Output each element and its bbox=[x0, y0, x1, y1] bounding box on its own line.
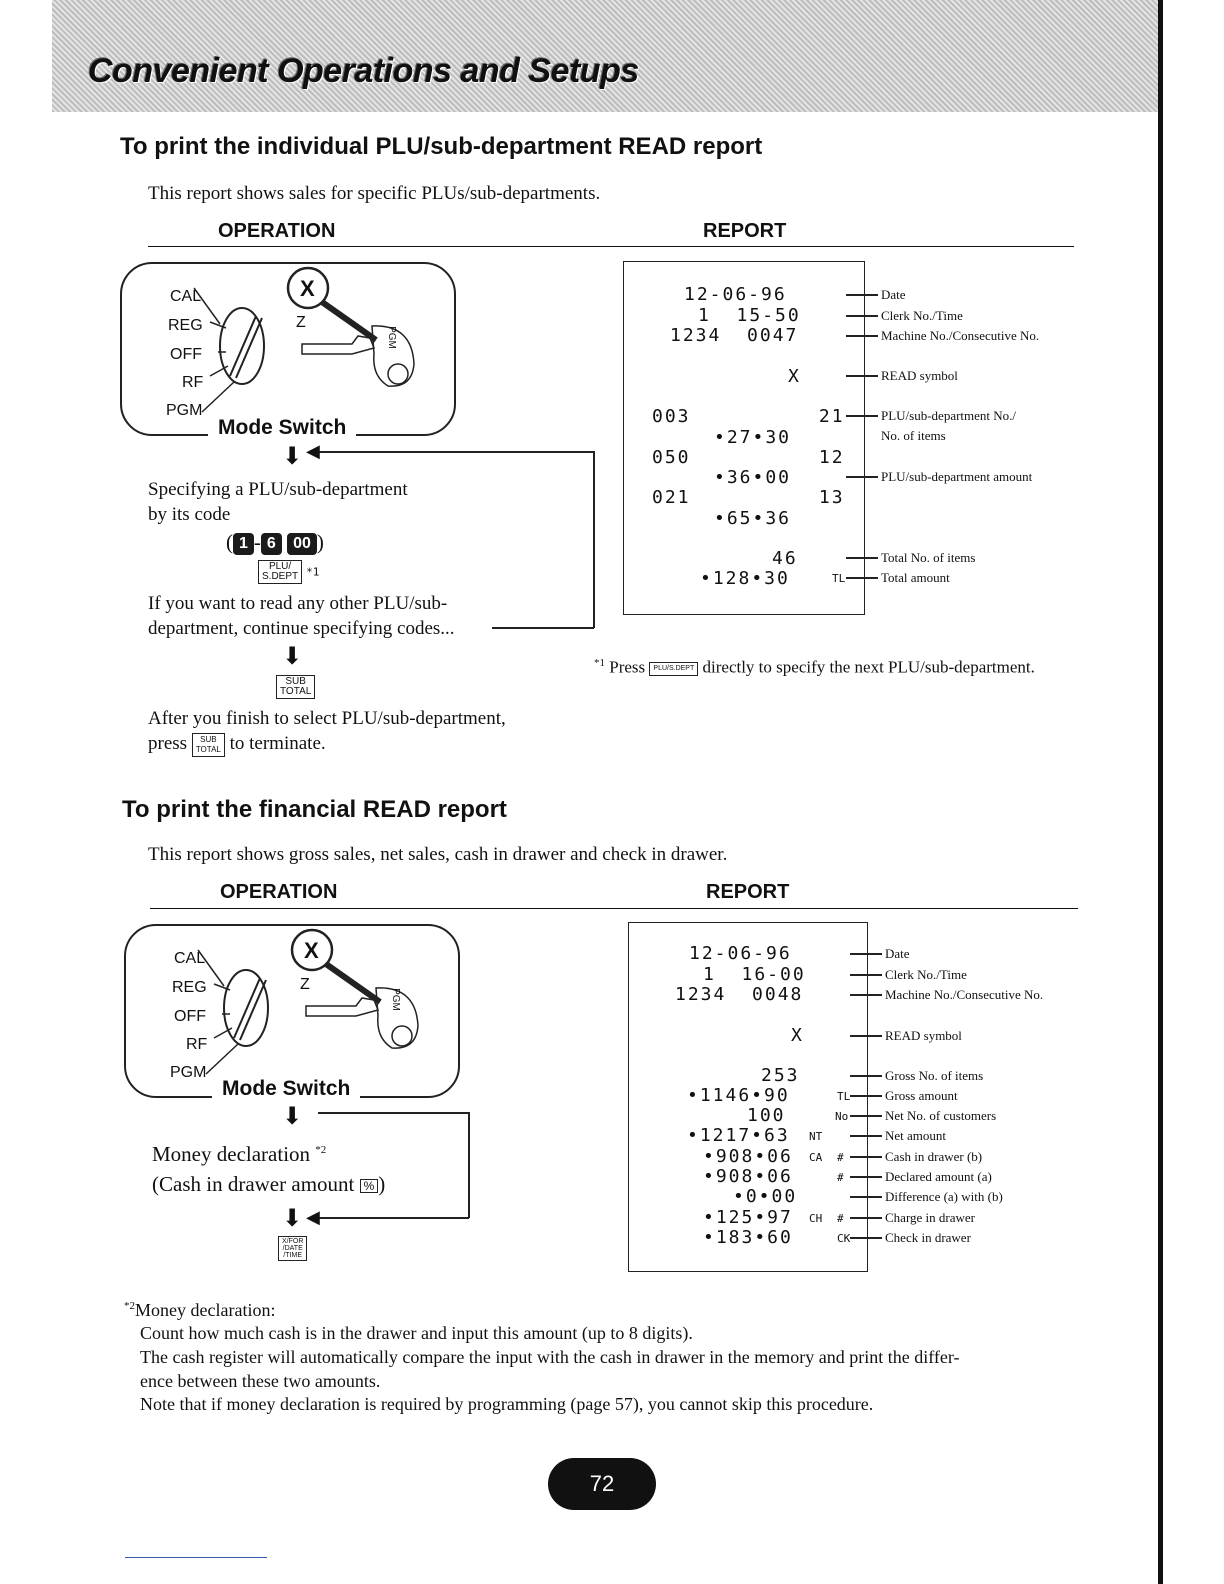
mode-x-label: X bbox=[300, 276, 315, 301]
down-arrow-icon: ⬇ bbox=[282, 642, 303, 670]
receipt-line: 050 12 bbox=[652, 447, 845, 468]
annotation-leader bbox=[850, 953, 882, 955]
annotation: Declared amount (a) bbox=[885, 1169, 992, 1184]
mode-switch-title: Mode Switch bbox=[208, 416, 356, 440]
receipt-line: 1 15-50 bbox=[698, 305, 801, 326]
annotation: Machine No./Consecutive No. bbox=[881, 328, 1040, 343]
page-number: 72 bbox=[548, 1458, 656, 1510]
repeat-line2: department, continue specifying codes... bbox=[148, 618, 455, 639]
key-6: 6 bbox=[261, 533, 282, 555]
section1-header-rule bbox=[148, 246, 1074, 247]
left-arrow-icon: ◀ bbox=[306, 441, 320, 462]
annotation-leader bbox=[850, 1196, 882, 1198]
down-arrow-icon: ⬇ bbox=[282, 1204, 303, 1232]
loop-line-top bbox=[318, 1112, 469, 1114]
receipt-line: •27•30 bbox=[714, 427, 792, 448]
receipt-line: 12-06-96 bbox=[684, 284, 787, 305]
annotation: READ symbol bbox=[885, 1028, 962, 1043]
receipt-marker: TL bbox=[837, 1090, 851, 1103]
key-1: 1 bbox=[233, 533, 254, 555]
banner-title: Convenient Operations and Setups bbox=[88, 52, 639, 90]
receipt-line: •908•06 bbox=[703, 1146, 793, 1167]
down-arrow-icon: ⬇ bbox=[282, 1102, 303, 1130]
annotation-leader bbox=[850, 1095, 882, 1097]
specify-line2: by its code bbox=[148, 504, 231, 525]
loop-line-bottom bbox=[318, 1217, 469, 1219]
annotation-leader bbox=[850, 1176, 882, 1178]
money-declaration-step: Money declaration $^{*2}$ bbox=[152, 1142, 327, 1166]
footnote-2-line: The cash register will automatically compare the input with the cash in drawer in the memory and print the differ- bbox=[140, 1347, 960, 1367]
mode-off-label: OFF bbox=[170, 346, 202, 363]
mode-rf-label: RF bbox=[182, 374, 204, 391]
receipt-marker: No bbox=[835, 1110, 849, 1123]
mode-z-label: Z bbox=[300, 976, 310, 993]
receipt-line: 003 21 bbox=[652, 406, 845, 427]
annotation-leader bbox=[850, 1156, 882, 1158]
finish-line1: After you finish to select PLU/sub-department, bbox=[148, 708, 506, 729]
loop-line-top bbox=[318, 451, 594, 453]
code-keys bbox=[226, 530, 324, 555]
mode-reg-label: REG bbox=[172, 979, 207, 996]
annotation-leader bbox=[850, 1237, 882, 1239]
annotation-leader bbox=[846, 315, 878, 317]
annotation: Clerk No./Time bbox=[881, 308, 963, 323]
receipt-hash: # bbox=[837, 1151, 844, 1164]
footer-rule bbox=[125, 1557, 267, 1558]
section1-report-label: REPORT bbox=[703, 220, 787, 242]
receipt-line: 12-06-96 bbox=[689, 943, 792, 964]
mode-cal-label: CAL bbox=[170, 288, 202, 305]
specify-line1: Specifying a PLU/sub-department bbox=[148, 479, 408, 500]
annotation: Gross amount bbox=[885, 1088, 958, 1103]
annotation-leader bbox=[850, 974, 882, 976]
mode-switch-diagram bbox=[124, 924, 460, 1098]
mode-rf-label: RF bbox=[186, 1036, 208, 1053]
receipt-line: 46 bbox=[772, 548, 798, 569]
annotation-leader bbox=[846, 415, 878, 417]
receipt-total-marker: TL bbox=[832, 572, 846, 585]
receipt-line: X bbox=[788, 366, 801, 387]
mode-pgm-label: PGM bbox=[170, 1064, 207, 1081]
receipt-line: •183•60 bbox=[703, 1227, 793, 1248]
annotation-leader bbox=[850, 1115, 882, 1117]
receipt-line: •0•00 bbox=[733, 1186, 798, 1207]
code-close-paren: ) bbox=[316, 530, 324, 554]
annotation-leader bbox=[846, 577, 878, 579]
section2-report-label: REPORT bbox=[706, 881, 790, 903]
receipt-line: 100 bbox=[747, 1105, 786, 1126]
annotation: Gross No. of items bbox=[885, 1068, 984, 1083]
report-receipt bbox=[628, 922, 868, 1272]
annotation-leader bbox=[850, 994, 882, 996]
receipt-hash: # bbox=[837, 1212, 844, 1225]
annotation: Net amount bbox=[885, 1128, 947, 1143]
receipt-line: •1217•63 bbox=[687, 1125, 790, 1146]
annotation: Clerk No./Time bbox=[885, 967, 967, 982]
section2-header-rule bbox=[150, 908, 1078, 909]
footnote-2-title: $^{*2}$Money declaration: bbox=[124, 1300, 276, 1320]
mode-x-label: X bbox=[304, 938, 319, 963]
receipt-line: •65•36 bbox=[714, 508, 792, 529]
subtotal-key bbox=[276, 675, 315, 699]
loop-line-right bbox=[593, 451, 595, 628]
mode-switch-diagram bbox=[120, 262, 456, 436]
final-key bbox=[278, 1236, 307, 1261]
section1-intro: This report shows sales for specific PLUs/sub-departments. bbox=[148, 183, 601, 204]
loop-line-bottom bbox=[492, 627, 594, 629]
code-open-paren: ( bbox=[226, 530, 233, 554]
key-00: 00 bbox=[287, 533, 317, 555]
down-arrow-icon: ⬇ bbox=[282, 442, 303, 470]
annotation-leader bbox=[846, 375, 878, 377]
plu-sdept-key-icon: PLU/ S.DEPT bbox=[258, 560, 302, 584]
ns-key-icon: % bbox=[360, 1179, 379, 1193]
annotation: READ symbol bbox=[881, 368, 958, 383]
section1-title: To print the individual PLU/sub-department READ report bbox=[120, 133, 763, 160]
receipt-hash: # bbox=[837, 1171, 844, 1184]
receipt-line: 021 13 bbox=[652, 487, 845, 508]
annotation: Date bbox=[881, 287, 906, 302]
key-pgm-label: PGM bbox=[389, 988, 401, 1011]
receipt-marker: CH bbox=[809, 1212, 823, 1225]
receipt-line: •908•06 bbox=[703, 1166, 793, 1187]
annotation-leader bbox=[850, 1075, 882, 1077]
receipt-marker: CK bbox=[837, 1232, 851, 1245]
receipt-line: •128•30 bbox=[700, 568, 790, 589]
receipt-line: •1146•90 bbox=[687, 1085, 790, 1106]
loop-line-right bbox=[468, 1112, 470, 1218]
annotation-leader bbox=[846, 335, 878, 337]
footnote-1: $^{*1}$ Press PLU/S.DEPT directly to specify the next PLU/sub-department. bbox=[594, 657, 1035, 677]
annotation: PLU/sub-department amount bbox=[881, 469, 1033, 484]
annotation: Net No. of customers bbox=[885, 1108, 997, 1123]
receipt-marker: CA bbox=[809, 1151, 823, 1164]
receipt-marker: NT bbox=[809, 1130, 823, 1143]
annotation-leader bbox=[850, 1135, 882, 1137]
subtotal-key-icon: SUB TOTAL bbox=[192, 733, 225, 757]
report-receipt bbox=[623, 261, 865, 615]
section2-operation-label: OPERATION bbox=[220, 881, 338, 903]
annotation: No. of items bbox=[881, 428, 946, 443]
receipt-line: 253 bbox=[761, 1065, 800, 1086]
annotation-leader bbox=[846, 476, 878, 478]
annotation-leader bbox=[846, 557, 878, 559]
annotation: Charge in drawer bbox=[885, 1210, 976, 1225]
annotation-leader bbox=[850, 1217, 882, 1219]
plu-note: *1 bbox=[306, 565, 320, 579]
annotation-leader bbox=[850, 1035, 882, 1037]
receipt-line: •125•97 bbox=[703, 1207, 793, 1228]
section1-operation-label: OPERATION bbox=[218, 220, 336, 242]
subtotal-key-icon: SUB TOTAL bbox=[276, 675, 315, 699]
annotation: Cash in drawer (b) bbox=[885, 1149, 983, 1164]
cash-amount-step: (Cash in drawer amount % ) bbox=[152, 1172, 386, 1196]
xfor-date-time-key-icon: X/FOR /DATE /TIME bbox=[278, 1236, 307, 1261]
annotation: Check in drawer bbox=[885, 1230, 971, 1245]
section2-title: To print the financial READ report bbox=[122, 796, 507, 823]
key-pgm-label: PGM bbox=[385, 326, 397, 349]
finish-line2: press SUB TOTAL to terminate. bbox=[148, 732, 326, 757]
mode-pgm-label: PGM bbox=[166, 402, 203, 419]
annotation: Machine No./Consecutive No. bbox=[885, 987, 1044, 1002]
section2-intro: This report shows gross sales, net sales, cash in drawer and check in drawer. bbox=[148, 844, 728, 865]
code-dash: - bbox=[253, 530, 261, 554]
mode-off-label: OFF bbox=[174, 1008, 206, 1025]
receipt-line: 1 16-00 bbox=[703, 964, 806, 985]
annotation: Total amount bbox=[881, 570, 950, 585]
footnote-2-line: ence between these two amounts. bbox=[140, 1371, 381, 1391]
receipt-line: 1234 0048 bbox=[675, 984, 804, 1005]
footnote-2-line: Count how much cash is in the drawer and input this amount (up to 8 digits). bbox=[140, 1323, 693, 1343]
annotation: PLU/sub-department No./ bbox=[881, 408, 1017, 423]
plu-sdept-key-icon: PLU/S.DEPT bbox=[649, 662, 698, 676]
mode-z-label: Z bbox=[296, 314, 306, 331]
annotation-leader bbox=[846, 294, 878, 296]
footnote-2-line: Note that if money declaration is required by programming (page 57), you cannot skip this procedure. bbox=[140, 1394, 874, 1414]
left-arrow-icon: ◀ bbox=[306, 1207, 320, 1228]
receipt-line: X bbox=[791, 1025, 804, 1046]
receipt-line: •36•00 bbox=[714, 467, 792, 488]
annotation: Date bbox=[885, 946, 910, 961]
mode-reg-label: REG bbox=[168, 317, 203, 334]
repeat-line1: If you want to read any other PLU/sub- bbox=[148, 593, 448, 614]
mode-switch-title: Mode Switch bbox=[212, 1077, 360, 1101]
page-edge-rule bbox=[1158, 0, 1163, 1584]
annotation: Difference (a) with (b) bbox=[885, 1189, 1003, 1204]
annotation: Total No. of items bbox=[881, 550, 976, 565]
plu-key bbox=[258, 560, 319, 584]
receipt-line: 1234 0047 bbox=[670, 325, 799, 346]
mode-cal-label: CAL bbox=[174, 950, 206, 967]
